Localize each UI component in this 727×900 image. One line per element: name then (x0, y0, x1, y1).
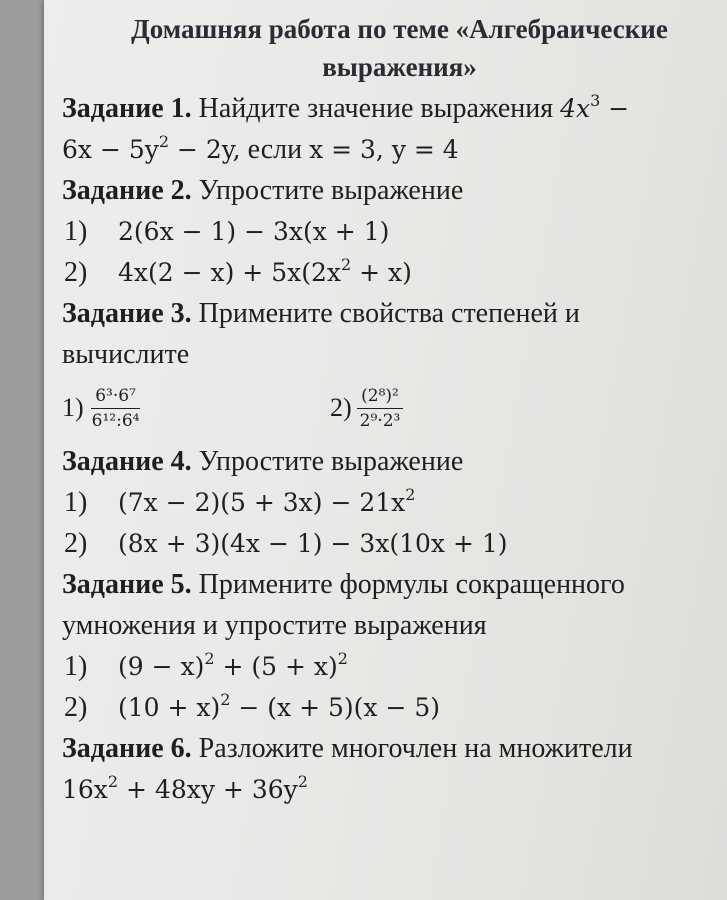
task-5-item-1-expr: $(9 - x)^2 + (5 + x)^2$ (118, 648, 348, 681)
task-6-text: Разложите многочлен на множители (198, 733, 633, 764)
page-title (62, 10, 707, 86)
task-3-text: Примените свойства степеней и (198, 298, 580, 329)
task-5-item-2-expr: $(10 + x)^2 - (x + 5)(x - 5)$ (118, 689, 440, 722)
task-4-label: Задание 4. (62, 446, 192, 477)
task-2-label: Задание 2. (62, 175, 192, 206)
item-number: 2) (64, 692, 88, 723)
item-number: 1) (64, 487, 88, 518)
item-number: 1) (64, 651, 88, 682)
task-3-heading (62, 293, 707, 334)
task-2-item-1 (62, 211, 707, 252)
task-3-text-2: вычислите (62, 339, 190, 370)
task-6-heading (62, 728, 707, 769)
task-3-label: Задание 3. (62, 298, 192, 329)
task-4-item-1 (62, 482, 707, 523)
task-4-item-2-expr: (8x + 3)(4x − 1) − 3x(10x + 1) (118, 529, 508, 558)
task-6-expr-line (62, 769, 707, 810)
task-6-expr: $16x^2 + 48xy + 36y^2$ (62, 771, 308, 804)
task-1-label: Задание 1. (62, 93, 192, 124)
task-1-condition-text: если (240, 134, 310, 165)
fraction-denominator: 2⁹·2³ (359, 410, 401, 431)
item-number: 2) (64, 528, 88, 559)
task-5-heading (62, 564, 707, 605)
task-2-item-2 (62, 252, 707, 293)
task-1-expr-b: $6x - 5y^2 - 2y$, (62, 131, 241, 164)
task-3-item-1 (62, 375, 143, 441)
item-number: 1) (62, 393, 84, 422)
task-2-item-2-expr: $4x(2 - x) + 5x(2x^2 + x)$ (118, 254, 412, 287)
worksheet (44, 0, 727, 900)
task-1-line-1 (62, 88, 707, 129)
task-5-item-2 (62, 687, 707, 728)
item-number: 2) (330, 393, 352, 422)
task-2-text: Упростите выражение (198, 175, 464, 206)
task-1-line-2 (62, 129, 707, 170)
task-1-text: Найдите значение выражения (198, 93, 554, 124)
task-4-text: Упростите выражение (198, 446, 464, 477)
title-line-2: выражения» (322, 52, 477, 82)
task-2-heading (62, 170, 707, 211)
task-2-item-1-expr: 2(6x − 1) − 3x(x + 1) (118, 217, 390, 246)
task-1-expr-a: $4x^3$ − (560, 90, 630, 123)
fraction (88, 386, 144, 431)
task-4-item-1-expr: $(7x - 2)(5 + 3x) - 21x^2$ (118, 484, 416, 517)
task-5-label: Задание 5. (62, 569, 192, 600)
task-6-label: Задание 6. (62, 733, 192, 764)
fraction-numerator: (2⁸)² (357, 386, 403, 409)
item-number: 1) (64, 216, 88, 247)
fraction-numerator: 6³·6⁷ (91, 386, 140, 409)
item-number: 2) (64, 257, 88, 288)
fraction-denominator: 6¹²:6⁴ (91, 410, 140, 431)
task-5-text-2: умножения и упростите выражения (62, 610, 487, 641)
task-5-text: Примените формулы сокращенного (198, 569, 625, 600)
task-4-item-2 (62, 523, 707, 564)
task-1-values: x = 3, y = 4 (309, 135, 459, 164)
task-3-items (62, 375, 707, 441)
task-5-item-1 (62, 646, 707, 687)
task-4-heading (62, 441, 707, 482)
fraction (356, 386, 405, 431)
task-3-item-2 (330, 375, 404, 441)
title-line-1: Домашняя работа по теме «Алгебраические (131, 14, 668, 44)
